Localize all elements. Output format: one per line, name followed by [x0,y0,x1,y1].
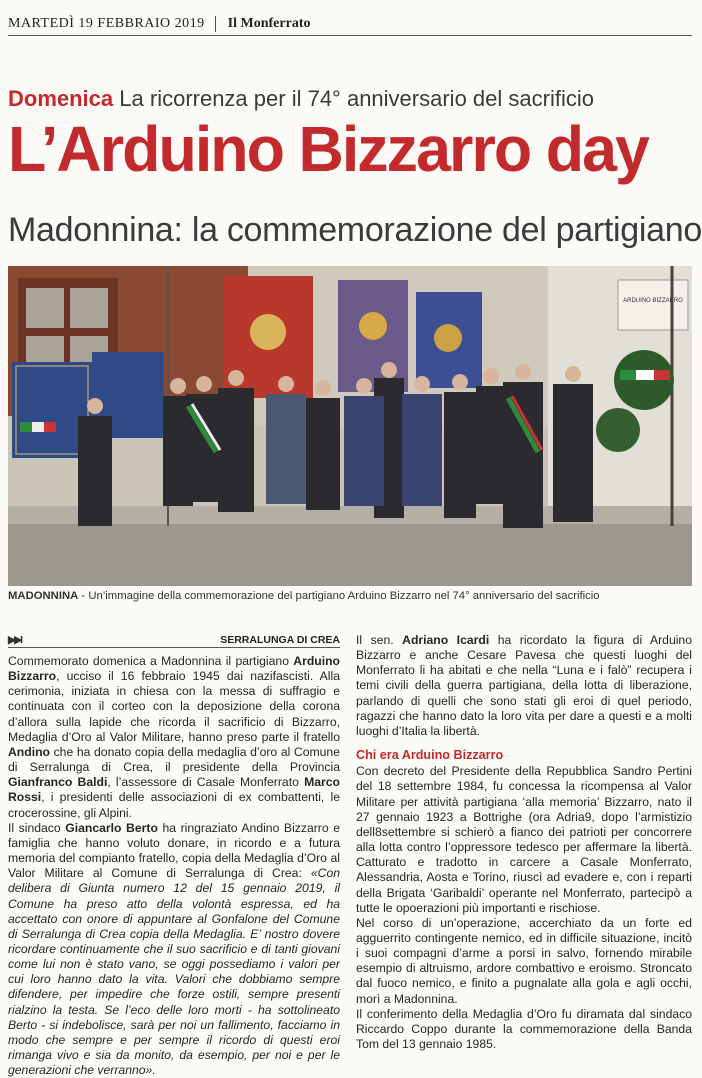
article-column-2 [356,633,692,1052]
article-paragraph: Nel corso di un’operazione, accerchiato da un forte ed agguerrito contingente nemico, ed in difficile situazione, incitò i suoi compagni d’arme a porsi in salvo, fornendo mirabile esempio di altruismo, ardore combattivo e eroismo. Stroncato dal fuoco nemico, e finito a pugnalate alla gola e agli occhi, morì a Madonnina. [356,915,692,1006]
article-column-1 [8,654,340,1078]
newspaper-name: Il Monferrato [227,16,311,31]
article-paragraph: Il sindaco Giancarlo Berto ha ringraziato Andino Bizzarro e famiglia che hanno voluto donare, in ricordo e a futura memoria del compianto fratello, copia della Medaglia d’Oro al Valor Militare al Comune di Serralunga di Crea: «Con delibera di Giunta numero 12 del 15 gennaio 2019, il Comune ha preso atto della volontà espressa, ed ha accettato con onore di appuntare al Gonfalone del Comune di Serralunga di Crea copia della Medaglia. E’ nostro dovere ricordare continuamente che il suo sacrificio e di tanti giovani come lui non è stato vano, se oggi possediamo i valori per cui loro hanno dato la vita. Valori che dobbiamo sempre difendere, per impedire che forze ostili, sempre presenti rialzino la testa. Se l’eco delle loro morti - ha sottolineato Berto - si indebolisce, sarà per noi un fallimento, facciamo in modo che sempre e per sempre il ricordo di questi eroi rimanga vivo e sia da monito, da esempio, per noi e per le generazioni che verranno». [8,820,340,1078]
article-paragraph: Con decreto del Presidente della Repubblica Sandro Pertini del 18 settembre 1984, fu concessa la ricompensa al Valor Militare per attività partigiana ‘alla memoria’ Bizzarro, nato il 27 gennaio 1923 a Bottrighe (ora Adria9, dopo l’armistizio dell8settembre si schierò a fianco dei patrioti per concorrere alla lotta contro l’oppressore tedesco per affermare la libertà. Catturato e tradotto in carcere a Casale Monferrato, Alessandria, Aosta e Torino, riuscì ad evadere e, con i reparti della Brigata ‘Garibaldi’ operante nel Monferrato, partecipò a tutte le opoerazioni più importanti e rischiose. [356,764,692,915]
kicker-lead: Domenica [8,86,114,111]
section-arrows-icon: ▶▶I [8,634,22,646]
section-bar [8,634,340,648]
section-place: SERRALUNGA DI CREA [220,634,340,646]
kicker-text: La ricorrenza per il 74° anniversario del sacrificio [119,86,594,111]
photo-caption [8,590,692,602]
headline: L’Arduino Bizzarro day [8,113,648,185]
article-paragraph: Il sen. Adriano Icardi ha ricordato la figura di Arduino Bizzarro e anche Cesare Pavesa che questi luoghi del Monferrato li ha abitati e che nella “Luna e i falò” recupera i temi civili della guerra partigiana, della lotta di liberazione, parlando di quelli che sono stati gli eroi di quel periodo, ragazzi che hanno dato la loro vita per dare a questi e a molti luoghi d’Italia la libertà. [356,633,692,738]
page-header [8,8,692,36]
article-paragraph: Il conferimento della Medaglia d’Oro fu diramata dal sindaco Riccardo Coppo durante la commemorazione della Banda Tom del 13 gennaio 1985. [356,1006,692,1052]
caption-text: - Un’immagine della commemorazione del partigiano Arduino Bizzarro nel 74° anniversario del sacrificio [78,590,600,602]
box-title: Chi era Arduino Bizzarro [356,748,504,763]
plaque-text: ARDUINO BIZZARRO [623,298,683,304]
photo-illustration [8,266,692,586]
article-paragraph: Commemorato domenica a Madonnina il partigiano Arduino Bizzarro, ucciso il 16 febbraio 1945 dai nazifascisti. Alla cerimonia, iniziata in chiesa con la messa di suffragio e continuata con il corteo con la deposizione della corona d’allora sulla lapide che ricorda il sacrificio di Bizzarro, Medaglia d’Oro al Valor Militare, hanno preso parte il fratello Andino che ha donato copia della medaglia d’oro al Comune di Serralunga di Crea, il presidente della Provincia Gianfranco Baldi, l’assessore di Casale Monferrato Marco Rossi, i presidenti delle associazioni di ex combattenti, le crocerossine, gli Alpini. [8,654,340,820]
issue-date: MARTEDÌ 19 FEBBRAIO 2019 [8,16,216,32]
subheadline: Madonnina: la commemorazione del partigiano [8,211,702,249]
caption-place: MADONNINA [8,590,79,602]
event-photo [8,266,692,586]
kicker [8,86,692,112]
